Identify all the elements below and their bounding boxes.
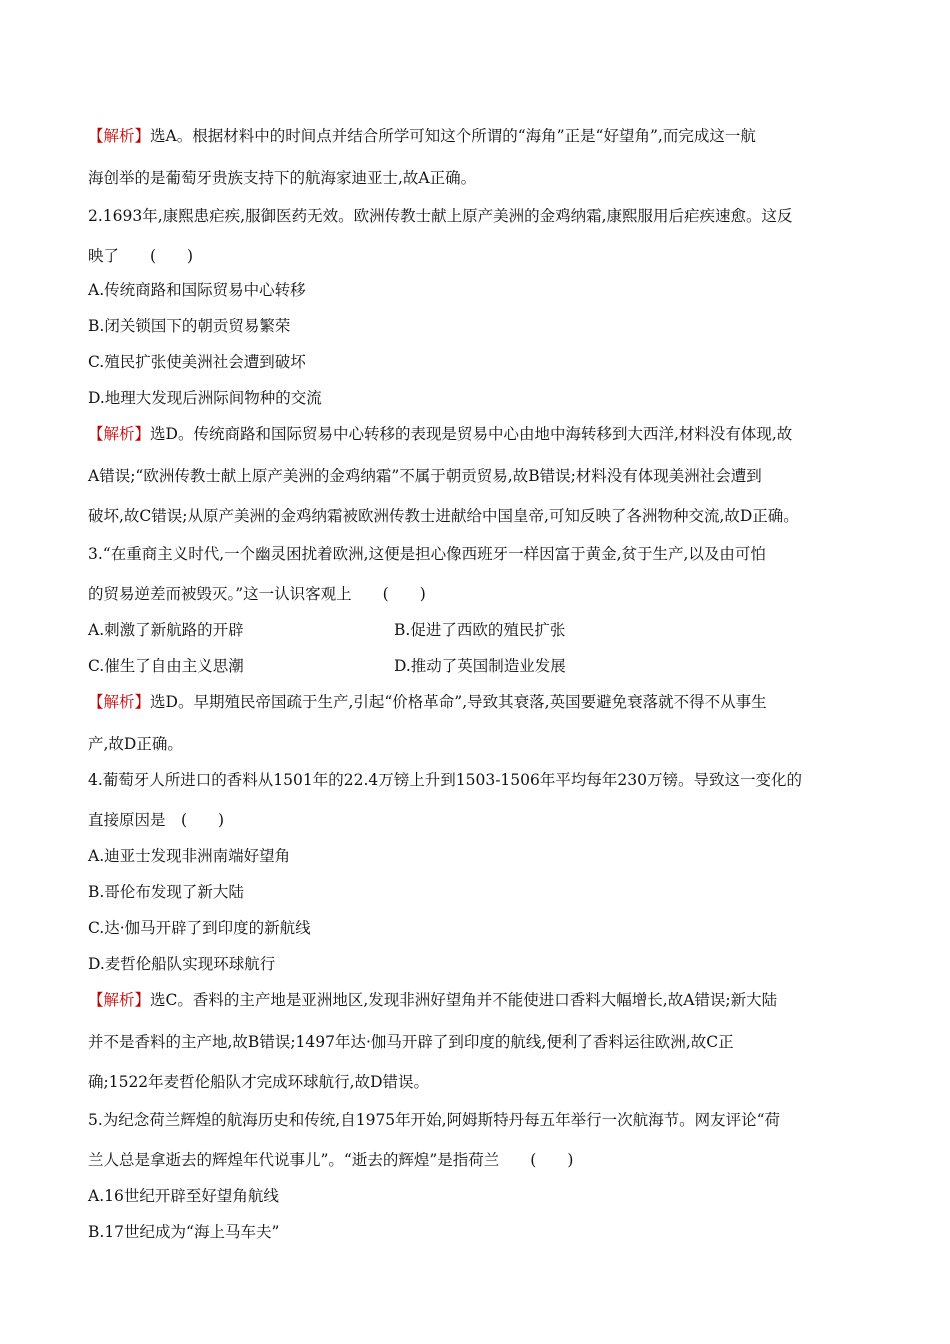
question-4-stem-line-2: 直接原因是 ( ) <box>88 811 225 829</box>
analysis-tag: 【解析】 <box>88 127 151 145</box>
question-5-option-b: B.17世纪成为“海上马车夫” <box>88 1223 280 1241</box>
analysis-q2-line-1: 【解析】选D。传统商路和国际贸易中心转移的表现是贸易中心由地中海转移到大西洋,材料没有体现,故 <box>88 425 793 443</box>
question-5-option-a: A.16世纪开辟至好望角航线 <box>88 1187 279 1205</box>
question-2-option-b: B.闭关锁国下的朝贡贸易繁荣 <box>88 317 291 335</box>
question-3-option-a: A.刺激了新航路的开辟 <box>88 621 244 639</box>
analysis-q1-line-2: 海创举的是葡萄牙贵族支持下的航海家迪亚士,故A正确。 <box>88 169 477 187</box>
question-5-stem-line-2: 兰人总是拿逝去的辉煌年代说事儿”。“逝去的辉煌”是指荷兰 ( ) <box>88 1151 574 1169</box>
question-2-stem-line-2: 映了 ( ) <box>88 247 194 265</box>
question-2-option-a: A.传统商路和国际贸易中心转移 <box>88 281 306 299</box>
analysis-q3-line-2: 产,故D正确。 <box>88 735 183 753</box>
question-5-stem-line-1: 5.为纪念荷兰辉煌的航海历史和传统,自1975年开始,阿姆斯特丹每五年举行一次航海节。网友评论“荷 <box>88 1111 781 1129</box>
analysis-q4-line-3: 确;1522年麦哲伦船队才完成环球航行,故D错误。 <box>88 1073 430 1091</box>
question-4-option-b: B.哥伦布发现了新大陆 <box>88 883 244 901</box>
analysis-tag: 【解析】 <box>88 693 151 711</box>
question-3-stem-line-1: 3.“在重商主义时代,一个幽灵困扰着欧洲,这便是担心像西班牙一样因富于黄金,贫于生产,以及由可怕 <box>88 545 766 563</box>
question-3-stem-line-2: 的贸易逆差而被毁灭。”这一认识客观上 ( ) <box>88 585 426 603</box>
question-2-option-c: C.殖民扩张使美洲社会遭到破坏 <box>88 353 306 371</box>
question-2-option-d: D.地理大发现后洲际间物种的交流 <box>88 389 322 407</box>
analysis-q1-line-1: 【解析】选A。根据材料中的时间点并结合所学可知这个所谓的“海角”正是“好望角”,而完成这一航 <box>88 127 756 145</box>
question-3-option-d: D.推动了英国制造业发展 <box>394 657 566 675</box>
question-4-option-c: C.达·伽马开辟了到印度的新航线 <box>88 919 311 937</box>
analysis-tag: 【解析】 <box>88 991 151 1009</box>
analysis-q2-line-3: 破坏,故C错误;从原产美洲的金鸡纳霜被欧洲传教士进献给中国皇帝,可知反映了各洲物种交流,故D正确。 <box>88 507 799 525</box>
question-3-option-c: C.催生了自由主义思潮 <box>88 657 244 675</box>
analysis-q4-line-2: 并不是香料的主产地,故B错误;1497年达·伽马开辟了到印度的航线,便利了香料运往欧洲,故C正 <box>88 1033 734 1051</box>
analysis-q2-line-2: A错误;“欧洲传教士献上原产美洲的金鸡纳霜”不属于朝贡贸易,故B错误;材料没有体现美洲社会遭到 <box>88 467 762 485</box>
question-2-stem-line-1: 2.1693年,康熙患疟疾,服御医药无效。欧洲传教士献上原产美洲的金鸡纳霜,康熙服用后疟疾速愈。这反 <box>88 207 793 225</box>
question-4-option-d: D.麦哲伦船队实现环球航行 <box>88 955 276 973</box>
question-4-stem-line-1: 4.葡萄牙人所进口的香料从1501年的22.4万镑上升到1503-1506年平均每年230万镑。导致这一变化的 <box>88 771 802 789</box>
analysis-q3-line-1: 【解析】选D。早期殖民帝国疏于生产,引起“价格革命”,导致其衰落,英国要避免衰落就不得不从事生 <box>88 693 767 711</box>
analysis-q4-line-1: 【解析】选C。香料的主产地是亚洲地区,发现非洲好望角并不能使进口香料大幅增长,故A错误;新大陆 <box>88 991 778 1009</box>
analysis-tag: 【解析】 <box>88 425 151 443</box>
question-3-option-b: B.促进了西欧的殖民扩张 <box>394 621 566 639</box>
question-4-option-a: A.迪亚士发现非洲南端好望角 <box>88 847 291 865</box>
question-3-options-row-2 <box>88 656 566 676</box>
question-3-options-row-1 <box>88 620 566 640</box>
